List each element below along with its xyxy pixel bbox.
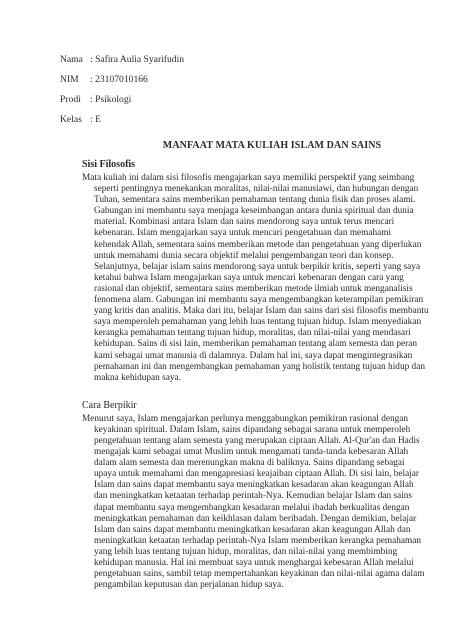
paragraph-line: Gabungan ini membantu saya menjaga keseimbangan antara dunia spiritual dan dunia	[94, 206, 414, 217]
nim-label: NIM	[60, 74, 79, 85]
paragraph-first-line: Menurut saya, Islam mengajarkan perlunya menggabungkan pemikiran rasional dengan	[82, 413, 409, 424]
section-sisi-filosofis	[82, 159, 434, 384]
paragraph-line: Tuhan, sementara sains memberikan pemahaman tentang dunia fisik dan proses alami.	[94, 195, 416, 206]
paragraph-line: dapat membantu saya mengembangkan kesadaran melalui ibadah berkualitas dengan	[94, 502, 410, 513]
paragraph-line: yang kritis dan analitis. Maka dari itu, belajar Islam dan sains dari sisi filosofis membantu	[94, 306, 429, 317]
paragraph-body	[82, 184, 434, 384]
section-heading: Sisi Filosofis	[82, 159, 136, 170]
paragraph-line: Islam dan sains dapat membantu meningkatkan kesadaran akan keagungan Allah dan	[94, 524, 411, 535]
prodi-value: : Psikologi	[90, 94, 132, 105]
paragraph-line: Selanjutnya, belajar islam sains mendorong saya untuk berpikir kritis, seperti yang saya	[94, 261, 421, 272]
meta-kelas-row	[60, 114, 434, 134]
meta-name-row	[60, 54, 434, 74]
paragraph-line: meningkatkan pemahaman dan keikhlasan dalam beribadah. Dengan demikian, belajar	[94, 513, 417, 524]
document-title: MANFAAT MATA KULIAH ISLAM DAN SAINS	[162, 140, 382, 151]
paragraph-body	[82, 425, 434, 591]
paragraph-first-line: Mata kuliah ini dalam sisi filosofis mengajarkan saya memiliki perspektif yang seimbang	[82, 173, 415, 183]
paragraph-line: keyakinan spiritual. Dalam Islam, sains dipandang sebagai sarana untuk memperoleh	[94, 424, 411, 435]
meta-prodi-row	[60, 94, 434, 114]
paragraph-line: seperti pentingnya menekankan moralitas, nilai-nilai manusiawi, dan hubungan dengan	[94, 184, 419, 195]
kelas-value: : E	[90, 114, 101, 125]
paragraph-line: fenomena alam. Gabungan ini membantu saya mengembangkan keterampilan pemikiran	[94, 295, 424, 306]
paragraph-line: untuk memahami dunia secara objektif melalui pengembangan teori dan konsep.	[94, 250, 394, 261]
paragraph-line: pemahaman ini dan mengembangkan pemahaman yang holistik tentang tujuan hidup dan	[94, 361, 425, 372]
paragraph-line: kami sebagai umat manusia di dalamnya. Dalam hal ini, saya dapat mengintegrasikan	[94, 350, 413, 361]
paragraph-line: meningkatkan ketaatan terhadap perintah-Nya Islam memberikan kerangka pemahaman	[94, 535, 422, 546]
nim-value: : 23107010166	[90, 74, 148, 85]
paragraph-line: dalam alam semesta dan merenungkan makna di baliknya. Sains dipandang sebagai	[94, 458, 405, 469]
section-paragraph	[82, 414, 434, 592]
paragraph-line: kerangka pemahaman tentang tujuan hidup, moralitas, dan nilai-nilai yang mendasari	[94, 328, 411, 339]
paragraph-line: mengajak kami sebagai umat Muslim untuk mengamati tanda-tanda kebesaran Allah	[94, 447, 409, 458]
paragraph-line: dan meningkatkan ketaatan terhadap perintah-Nya. Kemudian belajar Islam dan sains	[94, 491, 413, 502]
paragraph-line: ketahui bahwa Islam mengajarkan saya untuk mencari kebenaran dengan cara yang	[94, 272, 404, 283]
paragraph-line: kebenaran. Islam mengajarkan saya untuk mencari pengetahuan dan memahami	[94, 228, 392, 239]
section-cara-berpikir	[82, 400, 434, 592]
paragraph-line: pengetahuan tentang alam semesta yang merupakan ciptaan Allah. Al-Qur'an dan Hadis	[94, 435, 420, 446]
section-paragraph	[82, 173, 434, 384]
paragraph-line: pengambilan keputusan dan perjalanan hidup saya.	[94, 580, 284, 591]
paragraph-line: Islam dan sains dapat membantu saya meningkatkan kesadaran akan keagungan Allah	[94, 480, 414, 491]
paragraph-line: kehendak Allah, sementara sains memberikan metode dan pengetahuan yang diperlukan	[94, 239, 422, 250]
name-label: Nama	[60, 54, 83, 65]
paragraph-line: material. Kombinasi antara Islam dan sains mendorong saya untuk terus mencari	[94, 217, 395, 228]
section-heading: Cara Berpikir	[82, 399, 137, 411]
paragraph-line: makna kehidupan saya.	[94, 372, 181, 383]
paragraph-line: upaya untuk memahami dan mengapresiasi keajaiban ciptaan Allah. Di sisi lain, belajar	[94, 469, 420, 480]
prodi-label: Prodi	[60, 94, 81, 105]
paragraph-line: pengetahuan sains, sambil tetap mempertahankan keyakinan dan nilai-nilai agama dalam	[94, 569, 425, 580]
meta-nim-row	[60, 74, 434, 94]
paragraph-line: kehidupan manusia. Hal ini membuat saya untuk menghargai kebesaran Allah melalui	[94, 558, 414, 568]
paragraph-line: kehidupan. Sains di sisi lain, memberikan pemahaman tentang alam semesta dan peran	[94, 339, 417, 350]
paragraph-line: saya memperoleh pemahaman yang lebih luas tentang tujuan hidup. Islam menyediakan	[94, 317, 422, 328]
paragraph-line: yang lebih luas tentang tujuan hidup, moralitas, dan nilai-nilai yang membimbing	[94, 546, 398, 557]
kelas-label: Kelas	[60, 114, 82, 125]
name-value: : Safira Aulia Syarifudin	[90, 54, 185, 65]
paragraph-line: rasional dan objektif, sementara sains memberikan metode ilmiah untuk menganalisis	[94, 283, 413, 294]
